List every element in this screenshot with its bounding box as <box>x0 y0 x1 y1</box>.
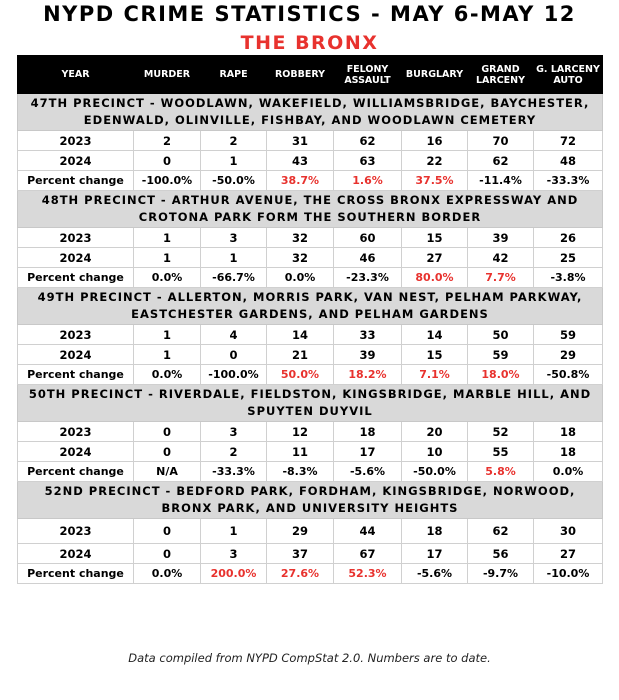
table-cell: 0.0% <box>134 268 201 288</box>
table-cell: 55 <box>468 442 534 462</box>
table-cell: -23.3% <box>334 268 402 288</box>
table-cell: 7.7% <box>468 268 534 288</box>
table-cell: -8.3% <box>267 462 334 482</box>
table-cell: 15 <box>402 345 468 365</box>
row-label: 2023 <box>18 519 134 544</box>
table-cell: 62 <box>468 151 534 171</box>
table-cell: 1 <box>134 325 201 345</box>
page-title: NYPD CRIME STATISTICS - MAY 6-MAY 12 <box>43 2 576 26</box>
table-cell: 14 <box>402 325 468 345</box>
table-cell: 59 <box>468 345 534 365</box>
table-cell: 16 <box>402 131 468 151</box>
table-body <box>18 94 603 584</box>
table-cell: 0 <box>134 422 201 442</box>
table-cell: -50.0% <box>201 171 267 191</box>
table-row <box>18 268 603 288</box>
table-row <box>18 442 603 462</box>
table-cell: 18 <box>334 422 402 442</box>
row-label: 2023 <box>18 228 134 248</box>
table-cell: -11.4% <box>468 171 534 191</box>
row-label: 2023 <box>18 422 134 442</box>
table-cell: 59 <box>534 325 603 345</box>
table-cell: 39 <box>468 228 534 248</box>
header-robbery: ROBBERY <box>267 56 334 94</box>
header-grand-larceny: GRAND LARCENY <box>468 56 534 94</box>
table-cell: 18 <box>534 422 603 442</box>
header-burglary: BURGLARY <box>402 56 468 94</box>
table-cell: 1 <box>201 151 267 171</box>
table-cell: -5.6% <box>334 462 402 482</box>
table-row <box>18 228 603 248</box>
table-row <box>18 462 603 482</box>
table-cell: 72 <box>534 131 603 151</box>
table-cell: 50.0% <box>267 365 334 385</box>
table-cell: 3 <box>201 544 267 564</box>
table-cell: 62 <box>468 519 534 544</box>
table-row <box>18 325 603 345</box>
table-cell: 46 <box>334 248 402 268</box>
table-cell: 0.0% <box>534 462 603 482</box>
table-cell: -33.3% <box>201 462 267 482</box>
table-row <box>18 345 603 365</box>
table-cell: 18 <box>402 519 468 544</box>
precinct-section <box>18 482 603 519</box>
precinct-title: 49TH PRECINCT - ALLERTON, MORRIS PARK, VAN NEST, PELHAM PARKWAY, EASTCHESTER GARDENS, AND PELHAM GARDENS <box>18 288 603 325</box>
table-cell: -3.8% <box>534 268 603 288</box>
table-cell: 17 <box>402 544 468 564</box>
table-cell: 3 <box>201 228 267 248</box>
row-label: 2024 <box>18 248 134 268</box>
table-cell: 27.6% <box>267 564 334 584</box>
table-cell: 1 <box>134 228 201 248</box>
header-year: YEAR <box>18 56 134 94</box>
table-cell: 37 <box>267 544 334 564</box>
table-row <box>18 564 603 584</box>
table-cell: 30 <box>534 519 603 544</box>
table-cell: 15 <box>402 228 468 248</box>
table-cell: 50 <box>468 325 534 345</box>
table-cell: 37.5% <box>402 171 468 191</box>
table-cell: 18 <box>534 442 603 462</box>
table-cell: -50.0% <box>402 462 468 482</box>
table-header <box>18 56 603 94</box>
precinct-section <box>18 288 603 325</box>
table-cell: 31 <box>267 131 334 151</box>
row-label: 2024 <box>18 544 134 564</box>
row-label: 2024 <box>18 345 134 365</box>
table-cell: -10.0% <box>534 564 603 584</box>
table-row <box>18 365 603 385</box>
table-cell: 52.3% <box>334 564 402 584</box>
table-row <box>18 171 603 191</box>
table-cell: 22 <box>402 151 468 171</box>
table-cell: 2 <box>201 131 267 151</box>
precinct-title: 47TH PRECINCT - WOODLAWN, WAKEFIELD, WILLIAMSBRIDGE, BAYCHESTER, EDENWALD, OLINVILLE, FISHBAY, AND WOODLAWN CEMETERY <box>18 94 603 131</box>
row-label: 2023 <box>18 131 134 151</box>
table-cell: 12 <box>267 422 334 442</box>
table-cell: 1 <box>201 519 267 544</box>
row-label: 2024 <box>18 151 134 171</box>
table-cell: 27 <box>402 248 468 268</box>
table-cell: 200.0% <box>201 564 267 584</box>
row-label: Percent change <box>18 564 134 584</box>
footnote: Data compiled from NYPD CompStat 2.0. Numbers are to date. <box>128 651 491 665</box>
row-label: Percent change <box>18 171 134 191</box>
row-label: Percent change <box>18 365 134 385</box>
table-cell: 29 <box>267 519 334 544</box>
table-cell: 0.0% <box>267 268 334 288</box>
table-cell: -5.6% <box>402 564 468 584</box>
table-cell: 63 <box>334 151 402 171</box>
table-cell: 52 <box>468 422 534 442</box>
table-row <box>18 422 603 442</box>
precinct-section <box>18 385 603 422</box>
table-cell: 0 <box>134 544 201 564</box>
row-label: 2023 <box>18 325 134 345</box>
table-cell: 44 <box>334 519 402 544</box>
page-subtitle: THE BRONX <box>240 32 379 54</box>
table-cell: 1 <box>201 248 267 268</box>
table-cell: -100.0% <box>201 365 267 385</box>
table-row <box>18 248 603 268</box>
table-cell: -66.7% <box>201 268 267 288</box>
table-cell: -100.0% <box>134 171 201 191</box>
precinct-section <box>18 94 603 131</box>
table-cell: 7.1% <box>402 365 468 385</box>
table-cell: 42 <box>468 248 534 268</box>
table-cell: 17 <box>334 442 402 462</box>
row-label: Percent change <box>18 268 134 288</box>
table-cell: 0 <box>134 519 201 544</box>
table-cell: 0 <box>134 442 201 462</box>
table-cell: -50.8% <box>534 365 603 385</box>
header-felony-assault: FELONY ASSAULT <box>334 56 402 94</box>
table-cell: N/A <box>134 462 201 482</box>
row-label: Percent change <box>18 462 134 482</box>
table-cell: 33 <box>334 325 402 345</box>
table-cell: -33.3% <box>534 171 603 191</box>
table-cell: 18.2% <box>334 365 402 385</box>
table-cell: 0.0% <box>134 365 201 385</box>
table-cell: 20 <box>402 422 468 442</box>
table-cell: 0.0% <box>134 564 201 584</box>
table-cell: 26 <box>534 228 603 248</box>
table-cell: 11 <box>267 442 334 462</box>
table-row <box>18 519 603 544</box>
header-murder: MURDER <box>134 56 201 94</box>
table-cell: 0 <box>201 345 267 365</box>
table-cell: 32 <box>267 248 334 268</box>
precinct-section <box>18 191 603 228</box>
table-row <box>18 151 603 171</box>
header-rape: RAPE <box>201 56 267 94</box>
table-cell: 3 <box>201 422 267 442</box>
precinct-title: 48TH PRECINCT - ARTHUR AVENUE, THE CROSS BRONX EXPRESSWAY AND CROTONA PARK FORM THE SOUTHERN BORDER <box>18 191 603 228</box>
table-cell: 43 <box>267 151 334 171</box>
table-cell: 0 <box>134 151 201 171</box>
table-cell: 62 <box>334 131 402 151</box>
table-cell: 4 <box>201 325 267 345</box>
table-cell: 25 <box>534 248 603 268</box>
table-cell: 80.0% <box>402 268 468 288</box>
crime-stats-table <box>17 55 603 584</box>
table-cell: 39 <box>334 345 402 365</box>
table-cell: 2 <box>134 131 201 151</box>
table-cell: 27 <box>534 544 603 564</box>
table-cell: 1 <box>134 248 201 268</box>
table-row <box>18 131 603 151</box>
table-cell: 38.7% <box>267 171 334 191</box>
header-g-larceny-auto: G. LARCENY AUTO <box>534 56 603 94</box>
table-cell: 14 <box>267 325 334 345</box>
table-cell: 56 <box>468 544 534 564</box>
table-cell: 18.0% <box>468 365 534 385</box>
table-cell: 70 <box>468 131 534 151</box>
table-row <box>18 544 603 564</box>
table-cell: 67 <box>334 544 402 564</box>
table-cell: 2 <box>201 442 267 462</box>
table-cell: 1 <box>134 345 201 365</box>
table-cell: 5.8% <box>468 462 534 482</box>
table-cell: 1.6% <box>334 171 402 191</box>
table-cell: 48 <box>534 151 603 171</box>
table-cell: 60 <box>334 228 402 248</box>
table-cell: 21 <box>267 345 334 365</box>
table-cell: -9.7% <box>468 564 534 584</box>
table-cell: 10 <box>402 442 468 462</box>
precinct-title: 50TH PRECINCT - RIVERDALE, FIELDSTON, KINGSBRIDGE, MARBLE HILL, AND SPUYTEN DUYVIL <box>18 385 603 422</box>
table-cell: 29 <box>534 345 603 365</box>
precinct-title: 52ND PRECINCT - BEDFORD PARK, FORDHAM, KINGSBRIDGE, NORWOOD, BRONX PARK, AND UNIVERSITY HEIGHTS <box>18 482 603 519</box>
row-label: 2024 <box>18 442 134 462</box>
table-cell: 32 <box>267 228 334 248</box>
